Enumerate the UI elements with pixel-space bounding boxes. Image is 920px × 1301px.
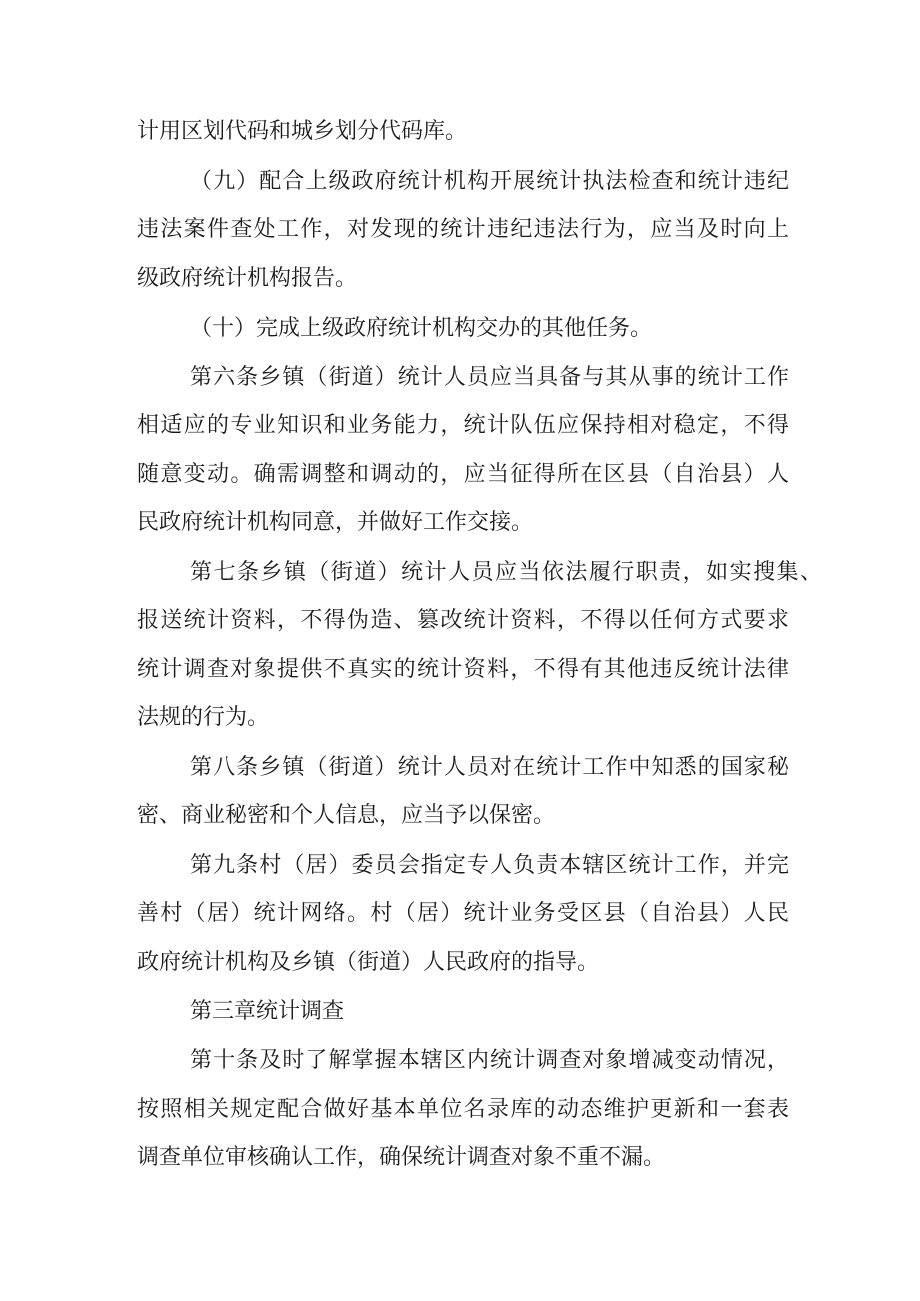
text-line: 级政府统计机构报告。 bbox=[137, 266, 358, 291]
text-line: 计用区划代码和城乡划分代码库。 bbox=[137, 119, 468, 144]
text-line: 第七条乡镇（街道）统计人员应当依法履行职责，如实搜集、 bbox=[190, 560, 822, 585]
text-line: 法规的行为。 bbox=[137, 705, 270, 730]
text-line: 第六条乡镇（街道）统计人员应当具备与其从事的统计工作 bbox=[190, 365, 789, 390]
text-line: 第八条乡镇（街道）统计人员对在统计工作中知悉的国家秘 bbox=[190, 755, 789, 780]
text-line: 调查单位审核确认工作，确保统计调查对象不重不漏。 bbox=[137, 1145, 666, 1170]
text-line: （十）完成上级政府统计机构交办的其他任务。 bbox=[190, 316, 653, 341]
text-line: 按照相关规定配合做好基本单位名录库的动态维护更新和一套表 bbox=[137, 1097, 789, 1122]
text-line: 违法案件查处工作，对发现的统计违纪违法行为，应当及时向上 bbox=[137, 217, 789, 242]
text-line: 第十条及时了解掌握本辖区内统计调查对象增减变动情况， bbox=[190, 1048, 789, 1073]
text-line: 相适应的专业知识和业务能力，统计队伍应保持相对稳定，不得 bbox=[137, 413, 789, 438]
text-line: 报送统计资料，不得伪造、篡改统计资料，不得以任何方式要求 bbox=[137, 608, 789, 633]
text-line: 随意变动。确需调整和调动的，应当征得所在区县（自治县）人 bbox=[137, 462, 789, 487]
text-line: 密、商业秘密和个人信息，应当予以保密。 bbox=[137, 803, 556, 828]
text-line: （九）配合上级政府统计机构开展统计执法检查和统计违纪 bbox=[190, 169, 789, 194]
text-line: 民政府统计机构同意，并做好工作交接。 bbox=[137, 510, 534, 535]
text-line: 统计调查对象提供不真实的统计资料，不得有其他违反统计法律 bbox=[137, 657, 789, 682]
text-line: 第九条村（居）委员会指定专人负责本辖区统计工作，并完 bbox=[190, 853, 789, 878]
text-line: 善村（居）统计网络。村（居）统计业务受区县（自治县）人民 bbox=[137, 901, 789, 926]
chapter-heading: 第三章统计调查 bbox=[190, 999, 345, 1024]
text-line: 政府统计机构及乡镇（街道）人民政府的指导。 bbox=[137, 950, 600, 975]
